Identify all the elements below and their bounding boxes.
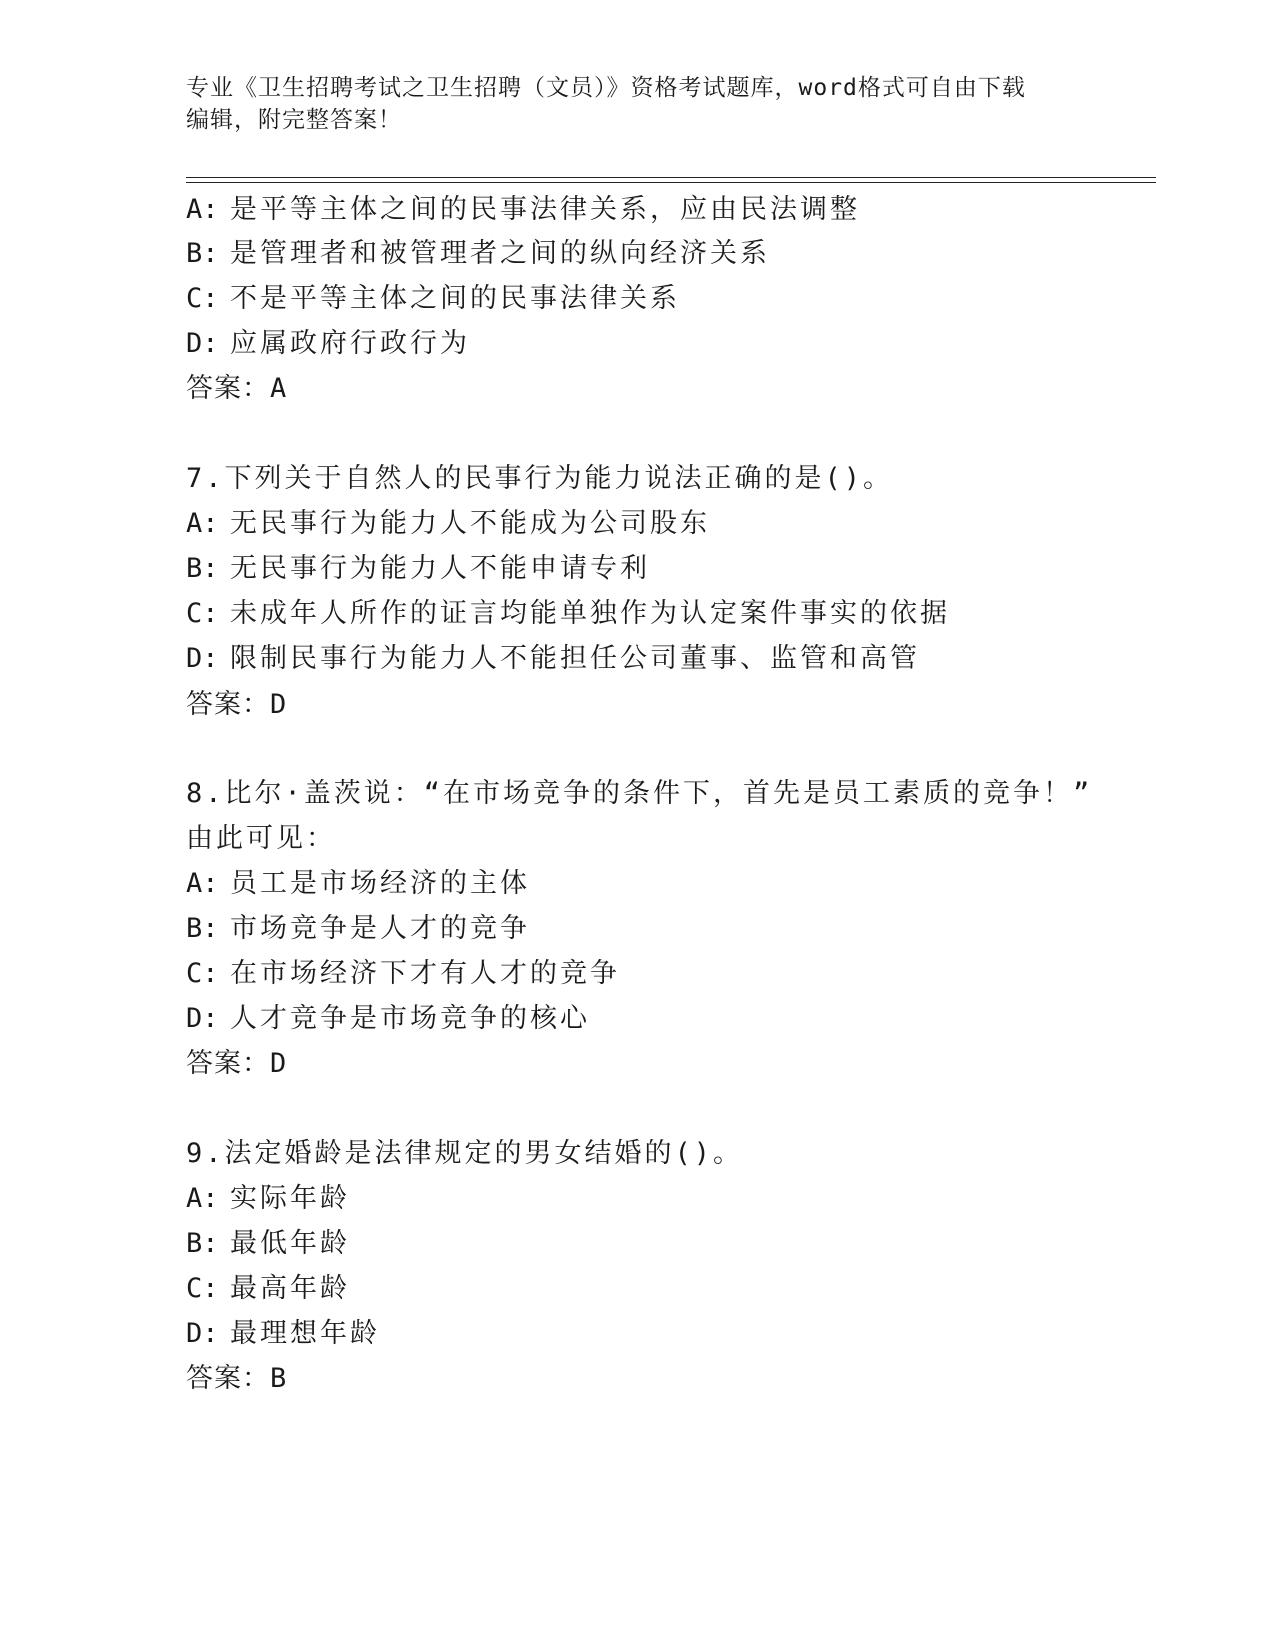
q7-option-d [186,642,920,676]
option-text: 在市场经济下才有人才的竞争 [230,958,620,989]
q9-stem: 9.法定婚龄是法律规定的男女结婚的()。 [186,1138,744,1169]
option-text: 限制民事行为能力人不能担任公司董事、监管和高管 [230,643,920,674]
option-key: C: [186,598,219,629]
option-text: 无民事行为能力人不能申请专利 [230,553,650,584]
option-text: 是平等主体之间的民事法律关系，应由民法调整 [230,194,860,225]
q9-option-a [186,1182,350,1216]
answer-value: B [270,1363,288,1394]
q6-option-c [186,282,680,316]
option-text: 无民事行为能力人不能成为公司股东 [230,508,710,539]
q8-option-d [186,1002,590,1036]
answer-value: D [270,689,288,720]
answer-label: 答案： [186,373,270,404]
q6-option-b [186,237,770,271]
document-header [186,72,1066,136]
q6-option-d [186,327,470,361]
answer-value: A [270,373,288,404]
q7-stem: 7.下列关于自然人的民事行为能力说法正确的是()。 [186,463,894,494]
option-key: A: [186,868,219,899]
q9-option-c [186,1272,350,1306]
option-key: C: [186,1273,219,1304]
option-text: 员工是市场经济的主体 [230,868,530,899]
option-key: D: [186,643,219,674]
q8-option-a [186,867,530,901]
answer-label: 答案： [186,689,270,720]
header-line-2: 编辑，附完整答案！ [186,107,402,133]
option-key: D: [186,328,219,359]
option-text: 最低年龄 [230,1228,350,1259]
q6-answer [186,372,287,406]
option-key: D: [186,1003,219,1034]
q8-option-b [186,912,530,946]
option-text: 应属政府行政行为 [230,328,470,359]
q9-option-b [186,1227,350,1261]
option-text: 实际年龄 [230,1183,350,1214]
q7-option-b [186,552,650,586]
q9-answer [186,1362,287,1396]
option-key: A: [186,508,219,539]
answer-label: 答案： [186,1363,270,1394]
option-text: 市场竞争是人才的竞争 [230,913,530,944]
option-key: B: [186,1228,219,1259]
header-rule-bottom [186,182,1156,183]
option-key: B: [186,913,219,944]
header-rule-top [186,177,1156,178]
q8-option-c [186,957,620,991]
q7-option-c [186,597,950,631]
q7-answer [186,688,287,722]
q7-option-a [186,507,710,541]
option-key: C: [186,283,219,314]
option-key: A: [186,194,219,225]
option-text: 未成年人所作的证言均能单独作为认定案件事实的依据 [230,598,950,629]
option-text: 不是平等主体之间的民事法律关系 [230,283,680,314]
option-key: B: [186,553,219,584]
header-line-1: 专业《卫生招聘考试之卫生招聘（文员）》资格考试题库，word格式可自由下载 [186,75,1026,101]
answer-value: D [270,1048,288,1079]
q9-option-d [186,1317,380,1351]
q8-stem-line-2: 由此可见： [186,823,336,854]
q6-option-a [186,193,860,227]
option-text: 人才竞争是市场竞争的核心 [230,1003,590,1034]
q8-stem-line-1: 8.比尔·盖茨说：“在市场竞争的条件下，首先是员工素质的竞争！” [186,778,1093,809]
option-text: 是管理者和被管理者之间的纵向经济关系 [230,238,770,269]
option-text: 最理想年龄 [230,1318,380,1349]
option-key: D: [186,1318,219,1349]
answer-label: 答案： [186,1048,270,1079]
option-text: 最高年龄 [230,1273,350,1304]
option-key: A: [186,1183,219,1214]
option-key: C: [186,958,219,989]
option-key: B: [186,238,219,269]
q8-answer [186,1047,287,1081]
